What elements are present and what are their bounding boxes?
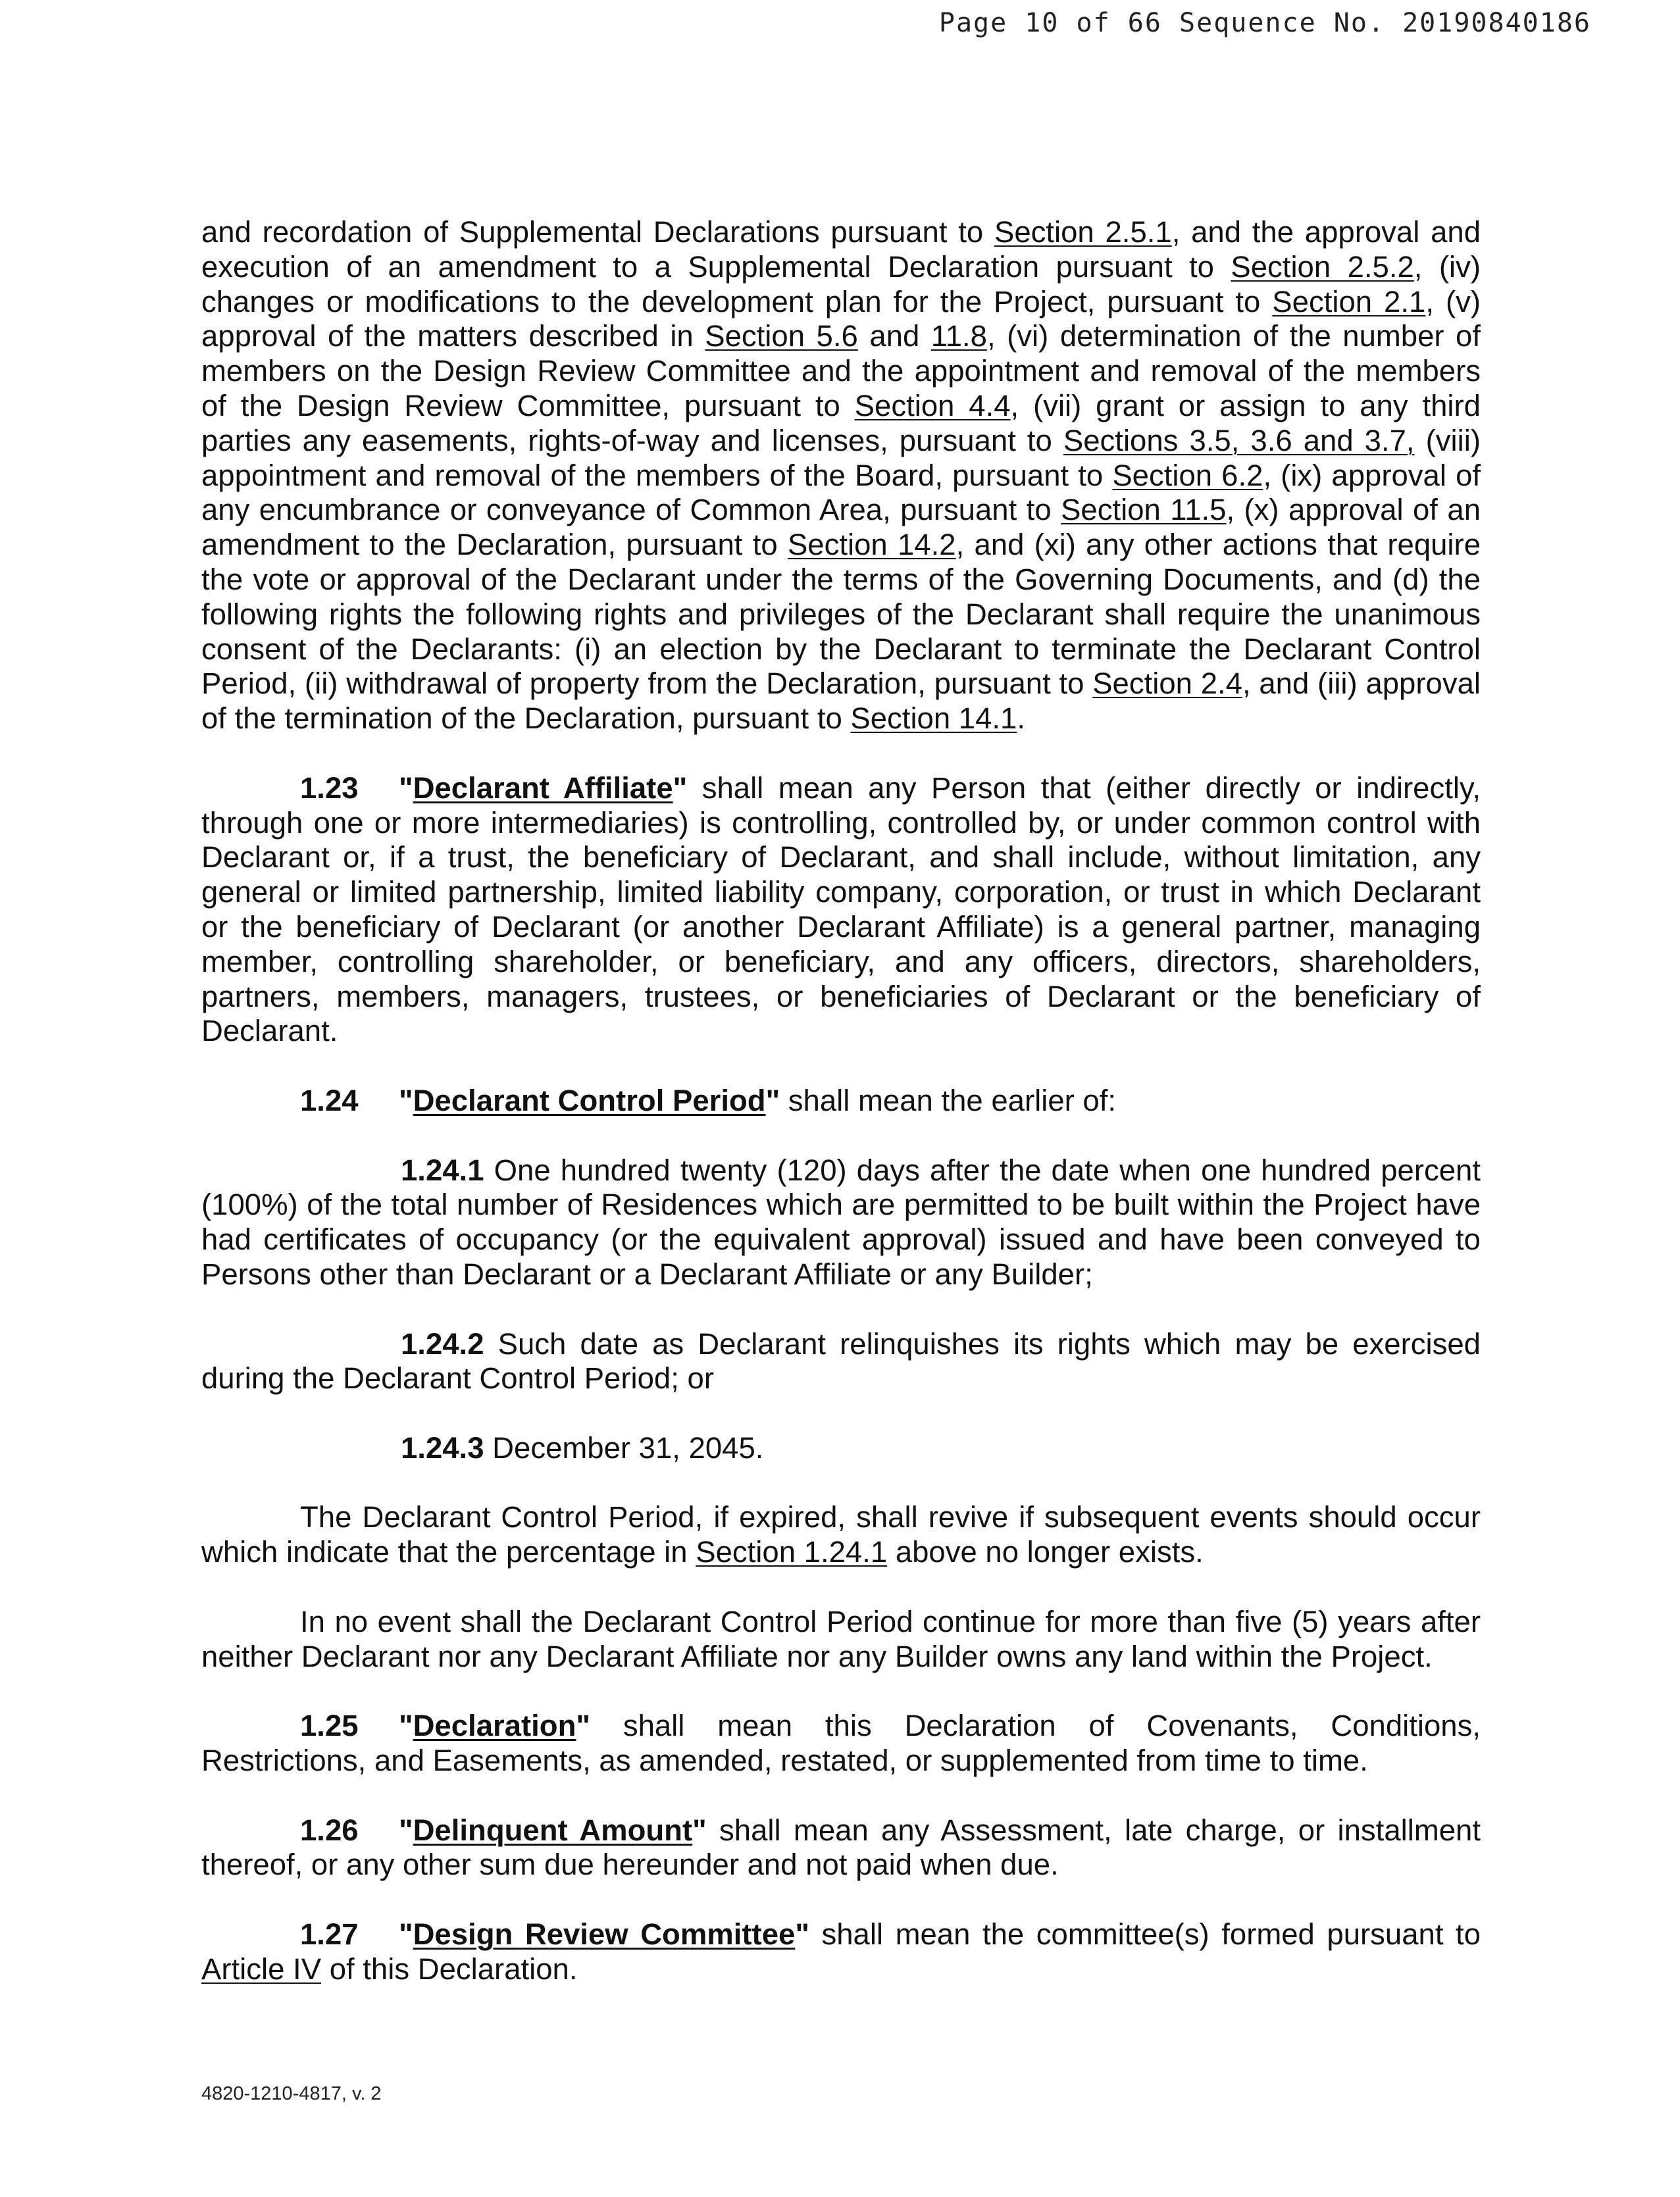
quote: " <box>399 770 413 805</box>
section-reference: Section 2.5.2 <box>1231 249 1414 284</box>
section-number: 1.24.1 <box>401 1153 484 1187</box>
text: and recordation of Supplemental Declarations pursuant to <box>201 215 994 249</box>
subsection-1-24-2 <box>201 1327 1481 1397</box>
definition-text: shall mean any Person that (either directly or indirectly, through one or more intermediaries) is controlling, controlled by, or under common control with Declarant or, if a trust, the beneficiary of Declarant, and shall include, without limitation, any general or limited partnership, limited liability company, corporation, or trust in which Declarant or the beneficiary of Declarant (or another Declarant Affiliate) is a general partner, managing member, controlling shareholder, or beneficiary, and any officers, directors, shareholders, partners, members, managers, trustees, or beneficiaries of Declarant or the beneficiary of Declarant. <box>201 770 1481 1048</box>
definition-text: shall mean the earlier of: <box>780 1083 1117 1117</box>
no-event-paragraph: In no event shall the Declarant Control Period continue for more than five (5) years after neither Declarant nor any Declarant Affiliate nor any Builder owns any land within the Project. <box>201 1604 1481 1673</box>
defined-term: Declaration <box>413 1709 576 1743</box>
section-number: 1.23 <box>300 770 359 805</box>
section-number: 1.26 <box>300 1813 359 1847</box>
section-reference: Sections 3.5, 3.6 and 3.7, <box>1063 423 1415 457</box>
quote: " <box>399 1709 413 1743</box>
definition-1-25 <box>201 1709 1481 1779</box>
subsection-1-24-3 <box>201 1431 1481 1466</box>
section-reference: Section 1.24.1 <box>696 1535 888 1569</box>
quote: " <box>673 770 688 805</box>
quote: " <box>399 1917 413 1952</box>
subsection-text: One hundred twenty (120) days after the date when one hundred percent (100%) of the total number of Residences which are permitted to be built within the Project have had certificates of occupancy (or the equivalent approval) issued and have been conveyed to Persons other than Declarant or a Declarant Affiliate or any Builder; <box>201 1153 1481 1291</box>
definition-1-26 <box>201 1813 1481 1883</box>
quote: " <box>576 1709 590 1743</box>
section-reference: 11.8 <box>930 319 987 353</box>
article-reference: Article IV <box>201 1952 322 1986</box>
definition-1-27 <box>201 1917 1481 1987</box>
defined-term: Declarant Control Period <box>413 1083 766 1117</box>
text: , (vii) grant or assign to any third parties any easements, rights-of-way and licenses, pursuant to <box>201 388 1481 457</box>
section-reference: Section 2.4 <box>1092 667 1242 701</box>
section-reference: Section 2.5.1 <box>994 215 1172 249</box>
section-reference: Section 4.4 <box>854 388 1011 422</box>
subsection-1-24-1 <box>201 1153 1481 1292</box>
quote: " <box>692 1813 707 1847</box>
defined-term: Declarant Affiliate <box>413 770 673 805</box>
section-number: 1.24.2 <box>401 1326 484 1361</box>
section-number: 1.27 <box>300 1917 359 1952</box>
revive-paragraph <box>201 1500 1481 1570</box>
defined-term: Delinquent Amount <box>413 1813 693 1847</box>
text: , and (iii) approval of the termination of the Declaration, pursuant to <box>201 667 1481 736</box>
definition-text: shall mean the committee(s) formed pursuant to <box>809 1917 1481 1952</box>
text: , and (xi) any other actions that require the vote or approval of the Declarant under the terms of the Governing Documents, and (d) the following rights the following rights and privileges of the Declarant shall require the unanimous consent of the Declarants: (i) an election by the Declarant to terminate the Declarant Control Period, (ii) withdrawal of property from the Declaration, pursuant to <box>201 528 1481 701</box>
section-reference: Section 2.1 <box>1272 284 1426 318</box>
subsection-text: December 31, 2045. <box>484 1430 764 1465</box>
definition-text: shall mean any Assessment, late charge, or installment thereof, or any other sum due hereunder and not paid when due. <box>201 1813 1481 1882</box>
text: The Declarant Control Period, if expired, shall revive if subsequent events should occur which indicate that the percentage in <box>201 1500 1481 1569</box>
section-reference: Section 14.1 <box>850 701 1017 736</box>
document-id-footer: 4820-1210-4817, v. 2 <box>201 2083 382 2104</box>
section-reference: Section 11.5 <box>1061 493 1227 527</box>
section-reference: Section 5.6 <box>705 319 858 353</box>
definition-1-24 <box>201 1084 1481 1119</box>
text: , (x) approval of an amendment to the Declaration, pursuant to <box>201 493 1481 562</box>
section-reference: Section 14.2 <box>787 528 956 562</box>
quote: " <box>795 1917 809 1952</box>
text: , (ix) approval of any encumbrance or conveyance of Common Area, pursuant to <box>201 458 1481 527</box>
subsection-text: Such date as Declarant relinquishes its rights which may be exercised during the Declarant Control Period; or <box>201 1326 1481 1396</box>
text: , (v) approval of the matters described in <box>201 284 1481 353</box>
page-header: Page 10 of 66 Sequence No. 20190840186 <box>938 8 1591 38</box>
text: , and the approval and execution of an amendment to a Supplemental Declaration pursuant to <box>201 215 1481 284</box>
text: and <box>857 319 931 353</box>
quote: " <box>399 1813 413 1847</box>
quote: " <box>765 1083 780 1117</box>
section-number: 1.24.3 <box>401 1430 484 1465</box>
section-number: 1.25 <box>300 1709 359 1743</box>
section-reference: Section 6.2 <box>1112 458 1263 492</box>
continued-paragraph <box>201 215 1481 736</box>
text: . <box>1017 701 1026 736</box>
definition-text: shall mean this Declaration of Covenants, Conditions, Restrictions, and Easements, as amended, restated, or supplemented from time to time. <box>201 1709 1481 1778</box>
definition-text: of this Declaration. <box>321 1952 578 1986</box>
text: , (iv) changes or modifications to the development plan for the Project, pursuant to <box>201 249 1481 318</box>
quote: " <box>399 1083 413 1117</box>
text: (viii) appointment and removal of the members of the Board, pursuant to <box>201 423 1481 492</box>
text: above no longer exists. <box>887 1535 1204 1569</box>
document-body <box>201 215 1481 1987</box>
definition-1-23 <box>201 771 1481 1049</box>
text: , (vi) determination of the number of members on the Design Review Committee and the appointment and removal of the members of the Design Review Committee, pursuant to <box>201 319 1481 422</box>
defined-term: Design Review Committee <box>413 1917 796 1952</box>
section-number: 1.24 <box>300 1083 359 1117</box>
